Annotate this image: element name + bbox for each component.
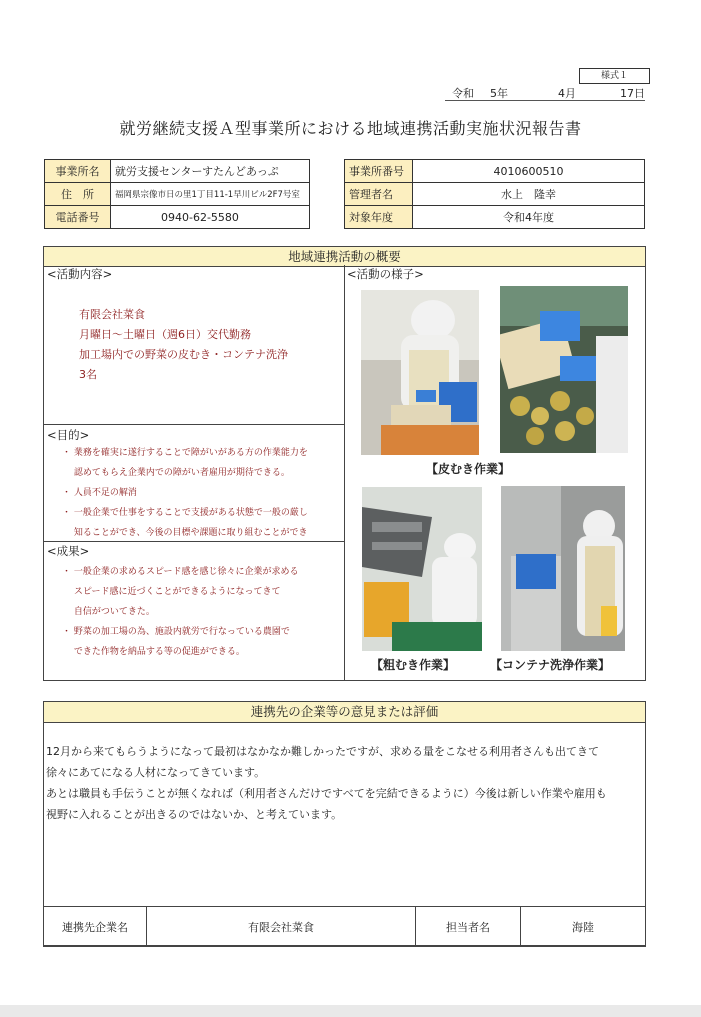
office-name-value: 就労支援センターすたんどあっぷ: [111, 160, 310, 183]
date-year: 5年: [490, 87, 508, 100]
contact-value: 海陸: [521, 907, 646, 947]
date-month: 4月: [558, 87, 576, 100]
feedback-line: あとは職員も手伝うことが無くなれば（利用者さんだけですべてを完結できるように）今後は新しい作業や雇用も: [46, 787, 607, 800]
date-day: 17日: [620, 87, 645, 100]
feedback-comment: [46, 741, 644, 825]
office-id-table: [344, 159, 645, 229]
scene-label: <活動の様子>: [347, 267, 424, 281]
company-label: 連携先企業名: [44, 907, 147, 947]
results-line: できた作物を納品する等の促進ができる。: [62, 647, 245, 657]
partner-info-table: [43, 906, 646, 947]
office-info-table: [44, 159, 310, 229]
feedback-header: 連携先の企業等の意見または評価: [44, 702, 645, 723]
feedback-line: 徐々にあてになる人材になってきています。: [46, 766, 266, 779]
purpose-line: 認めてもらえ企業内での障がい者雇用が期待できる。: [62, 468, 290, 478]
contact-label: 担当者名: [416, 907, 521, 947]
form-number: 様式１: [579, 68, 650, 84]
fiscal-year-value: 令和4年度: [413, 206, 645, 229]
page-title: 就労継続支援Ａ型事業所における地域連携活動実施状況報告書: [119, 119, 582, 138]
overview-divider: [344, 265, 345, 681]
date-underline: [445, 100, 645, 101]
caption-container-washing: 【コンテナ洗浄作業】: [490, 658, 611, 672]
phone-label: 電話番号: [45, 206, 111, 229]
activity-line: 加工場内での野菜の皮むき・コンテナ洗浄: [79, 348, 288, 361]
fiscal-year-label: 対象年度: [345, 206, 413, 229]
address-label: 住 所: [45, 183, 111, 206]
photo-peeling-closeup: [500, 286, 628, 453]
office-number-label: 事業所番号: [345, 160, 413, 183]
purpose-line: ・ 一般企業で仕事をすることで支援がある状態で一般の厳し: [62, 508, 308, 518]
caption-rough-peeling: 【粗むき作業】: [371, 658, 456, 672]
purpose-line: 知ることができ、今後の目標や課題に取り組むことができ: [62, 528, 308, 538]
activity-label: <活動内容>: [47, 267, 113, 281]
activity-line: 3名: [79, 368, 97, 381]
company-value: 有限会社菜食: [147, 907, 416, 947]
feedback-line: 視野に入れることが出きるのではないか、と考えています。: [46, 808, 343, 821]
photo-container-washing: [501, 486, 625, 651]
purpose-label: <目的>: [47, 428, 90, 442]
results-list: [62, 562, 344, 662]
results-line: ・ 野菜の加工場の為、施設内就労で行なっている農園で: [62, 627, 290, 637]
purpose-line: ・ 人員不足の解消: [62, 488, 137, 498]
results-line: ・ 一般企業の求めるスピード感を感じ徐々に企業が求める: [62, 567, 299, 577]
office-name-label: 事業所名: [45, 160, 111, 183]
address-value: 福岡県宗像市日の里1丁目11-1早川ビル2F7号室: [111, 183, 310, 206]
purpose-divider: [43, 424, 345, 425]
office-number-value: 4010600510: [413, 160, 645, 183]
activity-content: [79, 305, 288, 385]
manager-value: 水上 隆幸: [413, 183, 645, 206]
page-bottom-edge: [0, 1005, 701, 1017]
phone-value: 0940-62-5580: [111, 206, 310, 229]
results-line: 自信がついてきた。: [62, 607, 155, 617]
date-era: 令和: [452, 87, 474, 100]
overview-header: 地域連携活動の概要: [44, 247, 645, 267]
feedback-line: 12月から来てもらうようになって最初はなかなか難しかったですが、求める量をこなせる利用者さんも出てきて: [46, 745, 599, 758]
photo-rough-peeling: [362, 487, 482, 651]
purpose-list: [62, 443, 344, 543]
activity-line: 月曜日～土曜日（週6日）交代勤務: [79, 328, 251, 341]
manager-label: 管理者名: [345, 183, 413, 206]
caption-peeling: 【皮むき作業】: [426, 462, 511, 476]
results-line: スピード感に近づくことができるようになってきて: [62, 587, 281, 597]
results-label: <成果>: [47, 544, 90, 558]
photo-peeling-worker: [361, 290, 479, 455]
activity-line: 有限会社菜食: [79, 308, 145, 321]
purpose-line: ・ 業務を確実に遂行することで障がいがある方の作業能力を: [62, 448, 308, 458]
